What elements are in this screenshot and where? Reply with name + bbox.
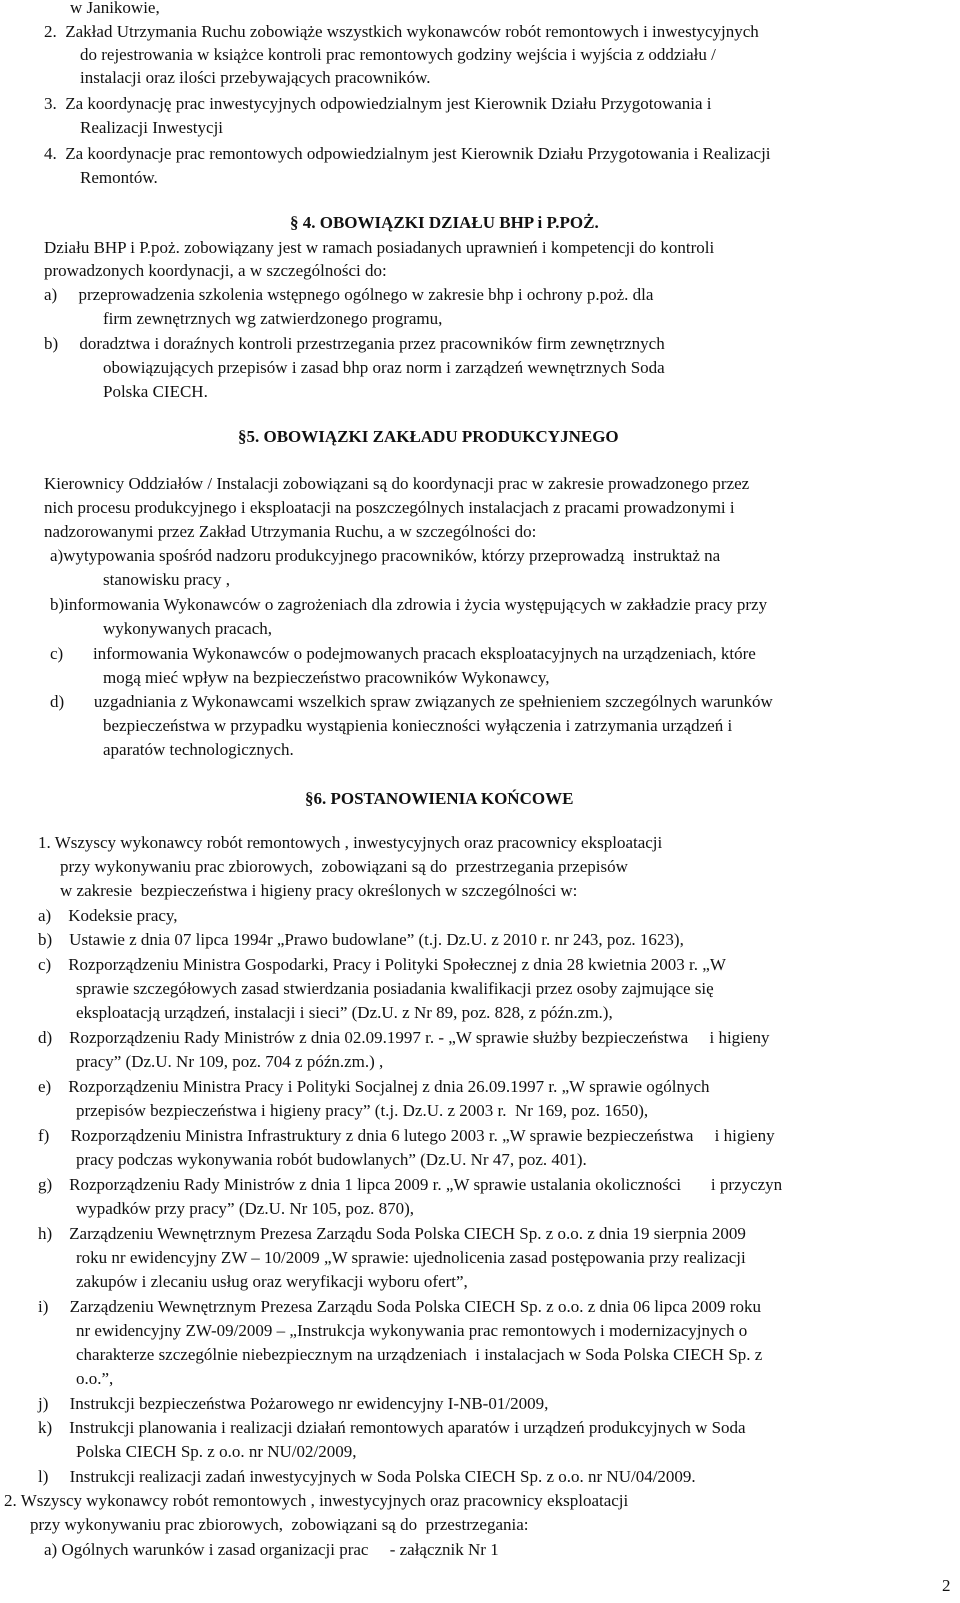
text-line: b) doradztwa i doraźnych kontroli przestrzegania przez pracowników firm zewnętrznych [44,334,665,353]
text-line: przy wykonywaniu prac zbiorowych, zobowiązani są do przestrzegania przepisów [60,857,628,876]
text-line: Remontów. [80,168,158,187]
text-line: b) Ustawie z dnia 07 lipca 1994r „Prawo budowlane” (t.j. Dz.U. z 2010 r. nr 243, poz. 1623), [38,930,684,949]
text-line: 1. Wszyscy wykonawcy robót remontowych , inwestycyjnych oraz pracownicy eksploatacji [38,833,663,852]
text-line: 4. Za koordynacje prac remontowych odpowiedzialnym jest Kierownik Działu Przygotowania i Realizacji [44,144,771,163]
text-line: d) uzgadniania z Wykonawcami wszelkich spraw związanych ze spełnieniem szczególnych warunków [50,692,773,711]
text-line: przy wykonywaniu prac zbiorowych, zobowiązani są do przestrzegania: [30,1515,529,1534]
text-line: e) Rozporządzeniu Ministra Pracy i Polityki Socjalnej z dnia 26.09.1997 r. „W sprawie ogólnych [38,1077,710,1096]
section-heading: § 4. OBOWIĄZKI DZIAŁU BHP i P.POŻ. [290,213,599,232]
text-line: c) informowania Wykonawców o podejmowanych pracach eksploatacyjnych na urządzeniach, które [50,644,756,663]
text-line: i) Zarządzeniu Wewnętrznym Prezesa Zarządu Soda Polska CIECH Sp. z o.o. z dnia 06 lipca 2009 roku [38,1297,761,1316]
text-line: firm zewnętrznych wg zatwierdzonego programu, [103,309,443,328]
text-line: pracy” (Dz.U. Nr 109, poz. 704 z późn.zm.) , [76,1052,384,1071]
text-line: pracy podczas wykonywania robót budowlanych” (Dz.U. Nr 47, poz. 401). [76,1150,587,1169]
text-line: mogą mieć wpływ na bezpieczeństwo pracowników Wykonawcy, [103,668,550,687]
text-line: o.o.”, [76,1369,114,1388]
text-line: k) Instrukcji planowania i realizacji działań remontowych aparatów i urządzeń produkcyjnych w Soda [38,1418,746,1437]
text-line: wykonywanych pracach, [103,619,272,638]
text-line: w zakresie bezpieczeństwa i higieny pracy określonych w szczególności w: [60,881,578,900]
text-line: w Janikowie, [70,0,160,17]
text-line: d) Rozporządzeniu Rady Ministrów z dnia 02.09.1997 r. - „W sprawie służby bezpieczeństwa i higieny [38,1028,770,1047]
text-line: eksploatacją urządzeń, instalacji i sieci” (Dz.U. z Nr 89, poz. 828, z późn.zm.), [76,1003,613,1022]
text-line: a) przeprowadzenia szkolenia wstępnego ogólnego w zakresie bhp i ochrony p.poż. dla [44,285,654,304]
text-line: Polska CIECH Sp. z o.o. nr NU/02/2009, [76,1442,357,1461]
text-line: sprawie szczegółowych zasad stwierdzania posiadania kwalifikacji przez osoby zajmujące się [76,979,714,998]
text-line: do rejestrowania w książce kontroli prac remontowych godziny wejścia i wyjścia z oddziału / [80,45,716,64]
text-line: nr ewidencyjny ZW-09/2009 – „Instrukcja wykonywania prac remontowych i modernizacyjnych o [76,1321,748,1340]
section-heading: §5. OBOWIĄZKI ZAKŁADU PRODUKCYJNEGO [238,427,619,446]
page-number: 2 [942,1576,951,1595]
text-line: l) Instrukcji realizacji zadań inwestycyjnych w Soda Polska CIECH Sp. z o.o. nr NU/04/2009. [38,1467,696,1486]
text-line: Realizacji Inwestycji [80,118,224,137]
text-line: zakupów i zlecaniu usług oraz weryfikacji wyboru ofert”, [76,1272,468,1291]
text-line: nich procesu produkcyjnego i eksploatacji na poszczególnych instalacjach z pracami prowadzonymi i [44,498,735,517]
text-line: charakterze szczególnie niebezpiecznym na urządzeniach i instalacjach w Soda Polska CIECH Sp. z [76,1345,763,1364]
text-line: a) Ogólnych warunków i zasad organizacji prac - załącznik Nr 1 [44,1540,499,1559]
text-line: g) Rozporządzeniu Rady Ministrów z dnia 1 lipca 2009 r. „W sprawie ustalania okoliczności i przyczyn [38,1175,783,1194]
text-line: 2. Wszyscy wykonawcy robót remontowych , inwestycyjnych oraz pracownicy eksploatacji [4,1491,629,1510]
section-heading: §6. POSTANOWIENIA KOŃCOWE [305,789,574,808]
text-line: roku nr ewidencyjny ZW – 10/2009 „W sprawie: ujednolicenia zasad postępowania przy realizacji [76,1248,746,1267]
text-line: c) Rozporządzeniu Ministra Gospodarki, Pracy i Polityki Społecznej z dnia 28 kwietnia 2003 r. „W [38,955,726,974]
text-line: h) Zarządzeniu Wewnętrznym Prezesa Zarządu Soda Polska CIECH Sp. z o.o. z dnia 19 sierpnia 2009 [38,1224,746,1243]
text-line: 2. Zakład Utrzymania Ruchu zobowiąże wszystkich wykonawców robót remontowych i inwestycyjnych [44,22,759,41]
text-line: przepisów bezpieczeństwa i higieny pracy” (t.j. Dz.U. z 2003 r. Nr 169, poz. 1650), [76,1101,649,1120]
text-line: a)wytypowania spośród nadzoru produkcyjnego pracowników, którzy przeprowadzą instruktaż na [50,546,721,565]
text-line: obowiązujących przepisów i zasad bhp oraz norm i zarządzeń wewnętrznych Soda [103,358,665,377]
text-line: j) Instrukcji bezpieczeństwa Pożarowego nr ewidencyjny I-NB-01/2009, [38,1394,549,1413]
text-line: Kierownicy Oddziałów / Instalacji zobowiązani są do koordynacji prac w zakresie prowadzonego przez [44,474,750,493]
text-line: f) Rozporządzeniu Ministra Infrastruktury z dnia 6 lutego 2003 r. „W sprawie bezpieczeństwa i higieny [38,1126,775,1145]
text-line: stanowisku pracy , [103,570,231,589]
text-line: nadzorowanymi przez Zakład Utrzymania Ruchu, a w szczególności do: [44,522,537,541]
text-line: Działu BHP i P.poż. zobowiązany jest w ramach posiadanych uprawnień i kompetencji do kontroli [44,238,715,257]
text-line: instalacji oraz ilości przebywających pracowników. [80,68,431,87]
text-line: aparatów technologicznych. [103,740,294,759]
text-line: b)informowania Wykonawców o zagrożeniach dla zdrowia i życia występujących w zakładzie pracy przy [50,595,768,614]
text-line: Polska CIECH. [103,382,208,401]
text-line: 3. Za koordynację prac inwestycyjnych odpowiedzialnym jest Kierownik Działu Przygotowania i [44,94,712,113]
text-line: wypadków przy pracy” (Dz.U. Nr 105, poz. 870), [76,1199,415,1218]
text-line: prowadzonych koordynacji, a w szczególności do: [44,261,387,280]
text-line: a) Kodeksie pracy, [38,906,178,925]
text-line: bezpieczeństwa w przypadku wystąpienia konieczności wyłączenia i zatrzymania urządzeń i [103,716,733,735]
